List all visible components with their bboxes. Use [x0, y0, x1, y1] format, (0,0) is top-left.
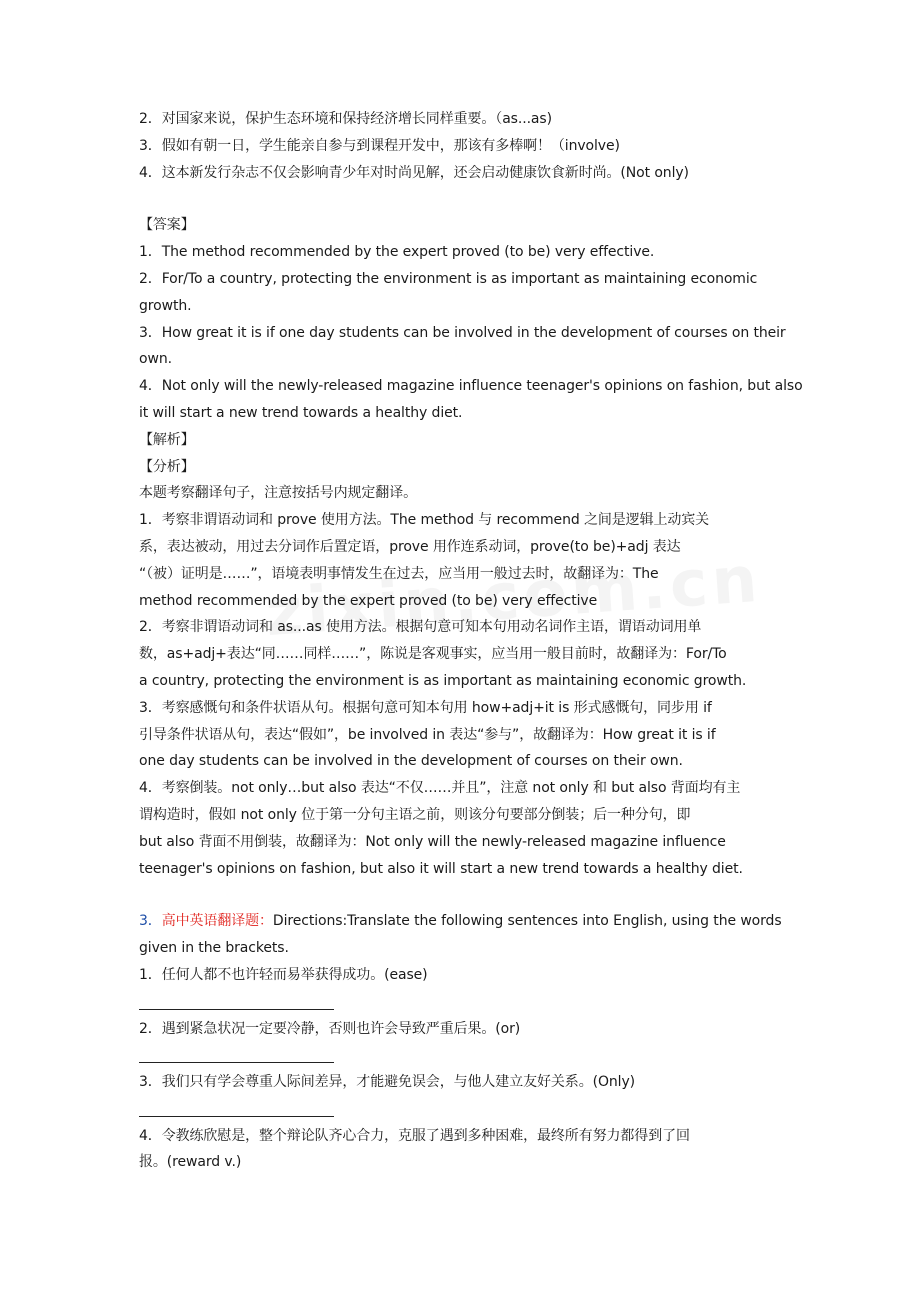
- answer-line: 1．The method recommended by the expert proved (to be) very effective.: [139, 244, 655, 261]
- prev-question: 4．这本新发行杂志不仅会影响青少年对时尚见解，还会启动健康饮食新时尚。(Not only): [139, 164, 689, 181]
- answer-line: 2．For/To a country, protecting the environment is as important as maintaining economic: [139, 270, 758, 287]
- blank-line: [139, 1009, 334, 1010]
- explanation-line: 数，as+adj+表达“同……同样……”，陈说是客观事实，应当用一般目前时，故翻译为：For/To: [139, 646, 727, 663]
- section-heading: [139, 908, 787, 935]
- explanation-line: method recommended by the expert proved (to be) very effective: [139, 592, 598, 609]
- explanation-line: 1．考察非谓语动词和 prove 使用方法。The method 与 recommend 之间是逻辑上动宾关: [139, 512, 710, 529]
- answer-line: 3．How great it is if one day students can be involved in the development of courses on their: [139, 324, 786, 341]
- explanation-line: 谓构造时，假如 not only 位于第一分句主语之前，则该分句要部分倒装；后一种分句，即: [139, 806, 691, 823]
- blank-line: [139, 1062, 334, 1063]
- explanation-line: 引导条件状语从句，表达“假如”，be involved in 表达“参与”，故翻译为：How great it is if: [139, 726, 716, 743]
- explanation-line: 2．考察非谓语动词和 as...as 使用方法。根据句意可知本句用动名词作主语，谓语动词用单: [139, 619, 702, 636]
- explanation-line: 系，表达被动，用过去分词作后置定语，prove 用作连系动词，prove(to be)+adj 表达: [139, 538, 681, 555]
- spacer: [139, 186, 787, 212]
- spacer: [139, 882, 787, 908]
- section-directions-cont: given in the brackets.: [139, 940, 289, 957]
- answer-line: 4．Not only will the newly-released magazine influence teenager's opinions on fashion, but also: [139, 378, 803, 395]
- question-line: 1．任何人都不也许轻而易举获得成功。(ease): [139, 966, 428, 983]
- answer-blank[interactable]: [139, 1096, 787, 1123]
- breakdown-heading: 【分析】: [139, 458, 195, 475]
- question-line: 3．我们只有学会尊重人际间差异，才能避免误会，与他人建立友好关系。(Only): [139, 1074, 635, 1091]
- answer-blank[interactable]: [139, 1042, 787, 1069]
- explanation-line: but also 背面不用倒装，故翻译为：Not only will the newly-released magazine influence: [139, 833, 726, 850]
- question-line: 2．遇到紧急状况一定要冷静，否则也许会导致严重后果。(or): [139, 1020, 521, 1037]
- section-title: 高中英语翻译题：: [161, 913, 273, 930]
- explanation-line: “（被）证明是……”，语境表明事情发生在过去，应当用一般过去时，故翻译为：The: [139, 565, 659, 582]
- answer-line: it will start a new trend towards a healthy diet.: [139, 404, 463, 421]
- prev-question: 3．假如有朝一日，学生能亲自参与到课程开发中，那该有多棒啊！（involve): [139, 137, 620, 154]
- section-number: 3．: [139, 913, 162, 930]
- blank-line: [139, 1116, 334, 1117]
- answer-heading: 【答案】: [139, 217, 195, 234]
- explanation-line: a country, protecting the environment is as important as maintaining economic growth.: [139, 672, 747, 689]
- analysis-heading: 【解析】: [139, 431, 195, 448]
- document-body: [139, 106, 803, 1176]
- prev-question: 2．对国家来说，保护生态环境和保持经济增长同样重要。（as...as): [139, 111, 552, 127]
- explanation-line: one day students can be involved in the development of courses on their own.: [139, 753, 683, 770]
- answer-line: growth.: [139, 297, 192, 314]
- answer-blank[interactable]: [139, 989, 787, 1016]
- explanation-line: teenager's opinions on fashion, but also it will start a new trend towards a healthy diet.: [139, 860, 743, 877]
- explanation-line: 4．考察倒装。not only…but also 表达“不仅……并且”，注意 not only 和 but also 背面均有主: [139, 780, 741, 797]
- question-line: 报。(reward v.): [139, 1154, 242, 1171]
- question-line: 4．令教练欣慰是，整个辩论队齐心合力，克服了遇到多种困难，最终所有努力都得到了回: [139, 1127, 690, 1144]
- section-directions: Directions:Translate the following sentences into English, using the words: [272, 913, 782, 930]
- analysis-intro: 本题考察翻译句子，注意按括号内规定翻译。: [139, 485, 417, 502]
- explanation-line: 3．考察感慨句和条件状语从句。根据句意可知本句用 how+adj+it is 形式感慨句，同步用 if: [139, 699, 712, 716]
- answer-line: own.: [139, 351, 172, 368]
